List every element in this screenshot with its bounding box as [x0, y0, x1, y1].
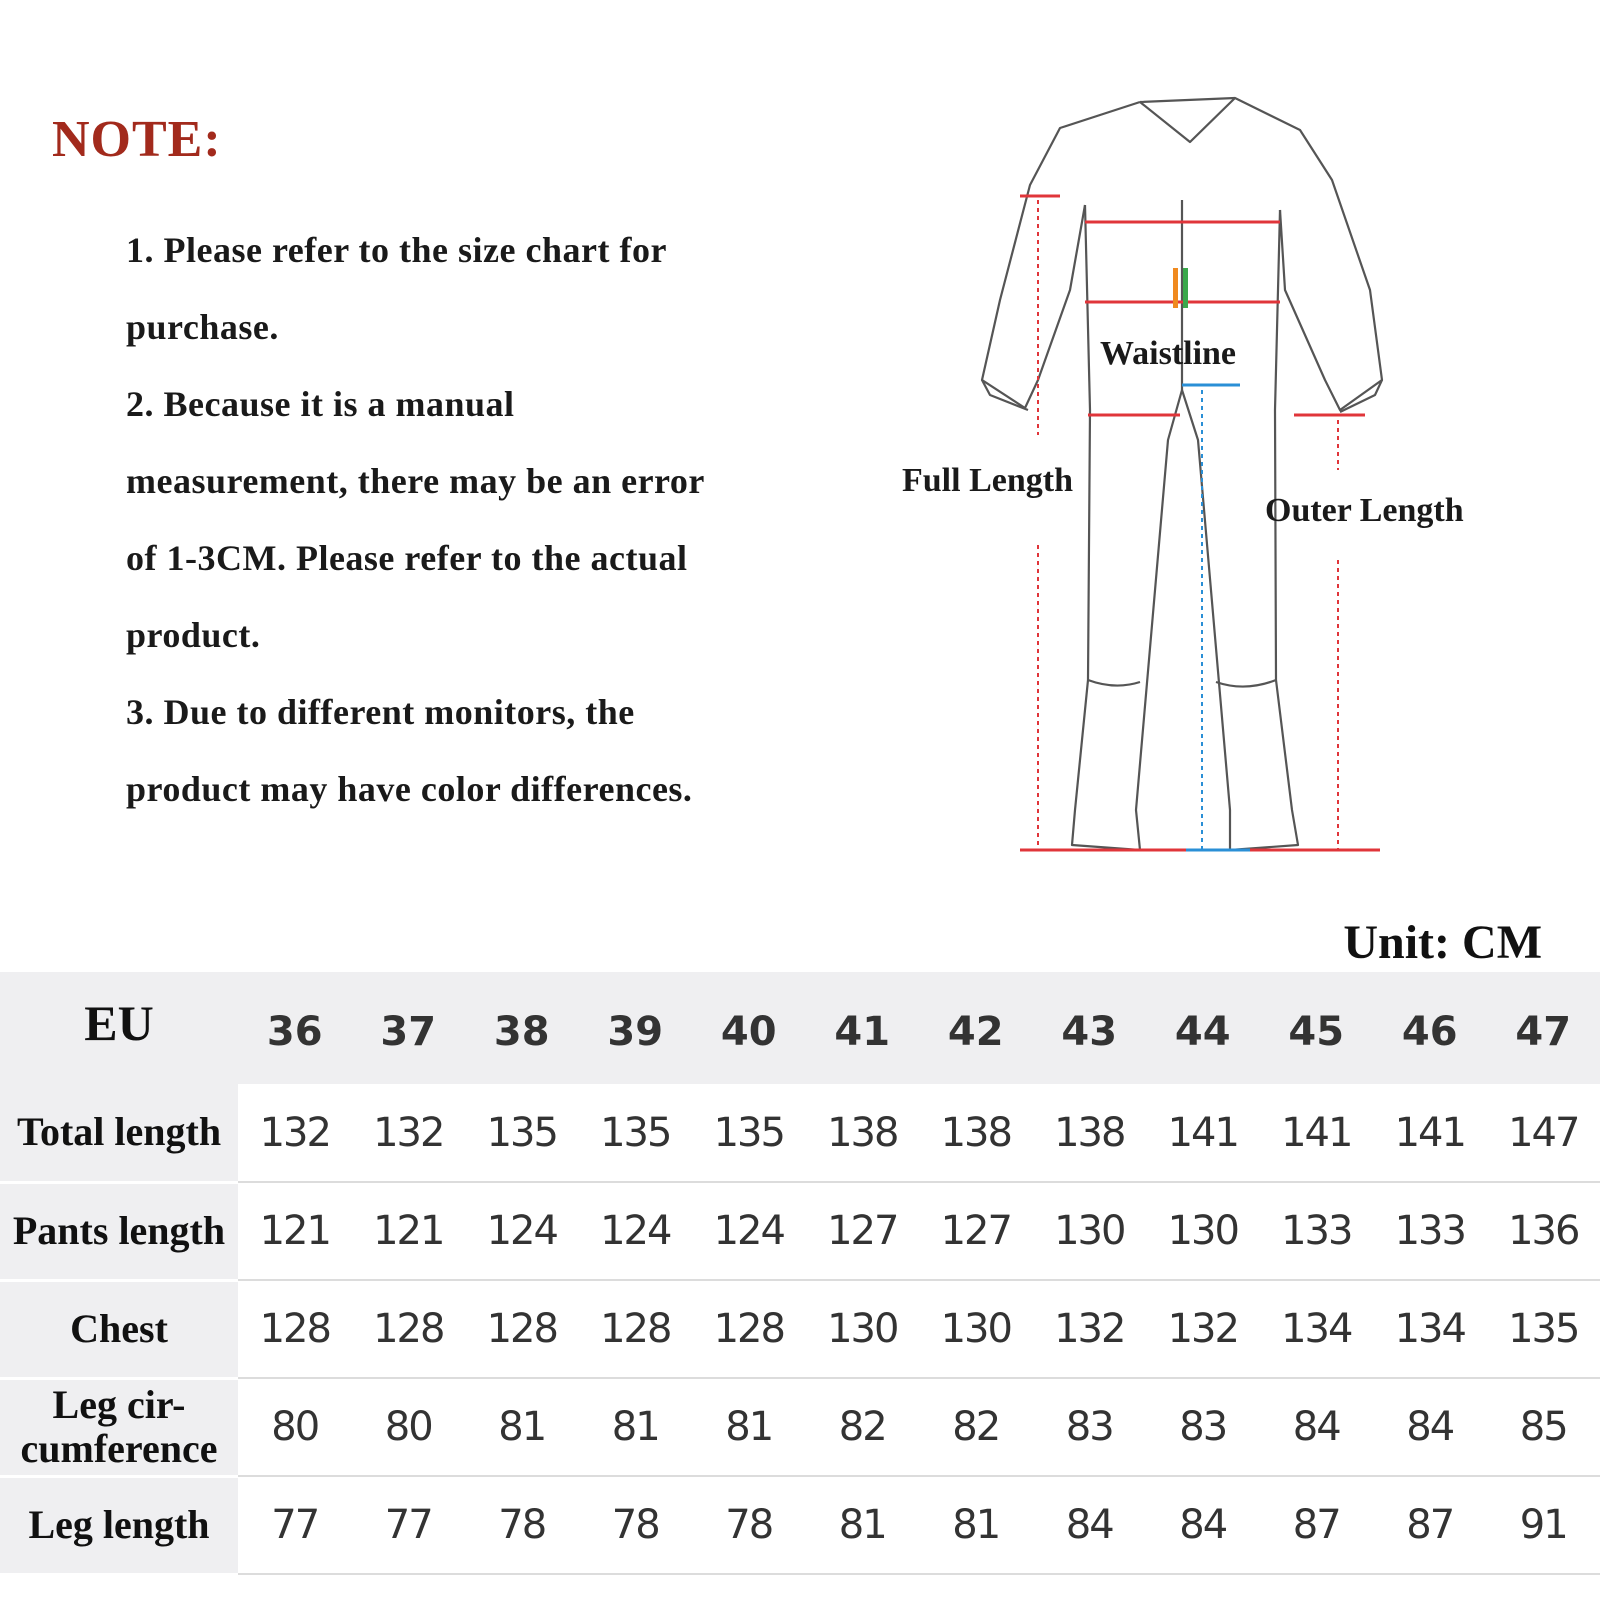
table-cell: 121	[352, 1182, 466, 1280]
size-header: 45	[1288, 1009, 1345, 1055]
size-header: 47	[1515, 1009, 1572, 1055]
row-label: Total length	[0, 1084, 238, 1182]
table-cell: 141	[1146, 1084, 1260, 1182]
note-line: 2. Because it is a manual	[126, 384, 515, 424]
table-cell: 132	[1146, 1280, 1260, 1378]
table-cell: 130	[806, 1280, 920, 1378]
note-line: 1. Please refer to the size chart for	[126, 230, 667, 270]
note-line: product may have color differences.	[126, 769, 693, 809]
size-table	[0, 972, 1600, 1576]
table-cell: 130	[1146, 1182, 1260, 1280]
table-cell: 127	[919, 1182, 1033, 1280]
table-cell: 134	[1373, 1280, 1487, 1378]
table-cell: 132	[238, 1084, 352, 1182]
table-cell: 128	[352, 1280, 466, 1378]
full-length-label: Full Length	[902, 462, 1073, 499]
table-cell: 135	[579, 1084, 693, 1182]
table-cell: 138	[1033, 1084, 1147, 1182]
table-cell: 135	[692, 1084, 806, 1182]
table-cell: 138	[806, 1084, 920, 1182]
size-header: 41	[834, 1009, 891, 1055]
table-cell: 124	[579, 1182, 693, 1280]
size-table-body	[0, 1084, 1600, 1574]
table-cell: 77	[352, 1476, 466, 1574]
table-cell: 128	[579, 1280, 693, 1378]
row-label: Leg length	[0, 1476, 238, 1574]
table-cell: 85	[1487, 1378, 1600, 1476]
table-cell: 84	[1373, 1378, 1487, 1476]
table-cell: 83	[1146, 1378, 1260, 1476]
row-label: Leg cir- cumference	[0, 1378, 238, 1476]
table-cell: 136	[1487, 1182, 1600, 1280]
table-cell: 135	[1487, 1280, 1600, 1378]
table-cell: 128	[692, 1280, 806, 1378]
size-header: 36	[266, 1009, 323, 1055]
table-cell: 124	[692, 1182, 806, 1280]
table-cell: 87	[1373, 1476, 1487, 1574]
table-cell: 128	[465, 1280, 579, 1378]
table-cell: 132	[352, 1084, 466, 1182]
eu-header: EU	[84, 995, 154, 1051]
table-row	[0, 1182, 1600, 1280]
table-row	[0, 1084, 1600, 1182]
note-line: 3. Due to different monitors, the	[126, 692, 635, 732]
note-line: product.	[126, 615, 261, 655]
table-cell: 81	[806, 1476, 920, 1574]
table-cell: 138	[919, 1084, 1033, 1182]
table-cell: 84	[1033, 1476, 1147, 1574]
table-cell: 132	[1033, 1280, 1147, 1378]
size-header: 42	[947, 1009, 1004, 1055]
note-line: of 1-3CM. Please refer to the actual	[126, 538, 688, 578]
wader-measurement-diagram	[900, 90, 1540, 890]
table-cell: 81	[692, 1378, 806, 1476]
table-cell: 130	[1033, 1182, 1147, 1280]
table-cell: 78	[579, 1476, 693, 1574]
table-cell: 77	[238, 1476, 352, 1574]
table-cell: 91	[1487, 1476, 1600, 1574]
outer-length-label: Outer Length	[1265, 492, 1464, 529]
table-cell: 141	[1260, 1084, 1374, 1182]
size-header: 46	[1401, 1009, 1458, 1055]
table-cell: 121	[238, 1182, 352, 1280]
table-cell: 147	[1487, 1084, 1600, 1182]
table-cell: 78	[692, 1476, 806, 1574]
size-header: 44	[1174, 1009, 1231, 1055]
table-cell: 87	[1260, 1476, 1374, 1574]
table-row	[0, 1476, 1600, 1574]
table-cell: 81	[465, 1378, 579, 1476]
table-cell: 82	[806, 1378, 920, 1476]
size-header: 37	[380, 1009, 437, 1055]
table-cell: 130	[919, 1280, 1033, 1378]
row-label: Chest	[0, 1280, 238, 1378]
table-cell: 135	[465, 1084, 579, 1182]
unit-label: Unit: CM	[1343, 916, 1542, 969]
table-cell: 80	[238, 1378, 352, 1476]
table-cell: 133	[1373, 1182, 1487, 1280]
row-label: Pants length	[0, 1182, 238, 1280]
size-header: 39	[607, 1009, 664, 1055]
table-cell: 81	[919, 1476, 1033, 1574]
table-cell: 133	[1260, 1182, 1374, 1280]
table-cell: 134	[1260, 1280, 1374, 1378]
size-header: 38	[493, 1009, 550, 1055]
table-cell: 124	[465, 1182, 579, 1280]
size-header: 43	[1061, 1009, 1118, 1055]
waistline-label: Waistline	[1100, 335, 1237, 372]
size-header: 40	[720, 1009, 777, 1055]
table-cell: 128	[238, 1280, 352, 1378]
table-cell: 141	[1373, 1084, 1487, 1182]
note-title: NOTE:	[52, 111, 222, 168]
table-cell: 84	[1146, 1476, 1260, 1574]
table-cell: 80	[352, 1378, 466, 1476]
table-cell: 83	[1033, 1378, 1147, 1476]
table-row	[0, 1280, 1600, 1378]
size-header-row	[0, 972, 1600, 1084]
table-cell: 78	[465, 1476, 579, 1574]
table-cell: 81	[579, 1378, 693, 1476]
note-line: measurement, there may be an error	[126, 461, 705, 501]
note-line: purchase.	[126, 307, 279, 347]
note-list	[126, 212, 856, 828]
table-cell: 127	[806, 1182, 920, 1280]
table-cell: 84	[1260, 1378, 1374, 1476]
table-cell: 82	[919, 1378, 1033, 1476]
table-row	[0, 1378, 1600, 1476]
measure-lines-blue	[1182, 385, 1250, 850]
